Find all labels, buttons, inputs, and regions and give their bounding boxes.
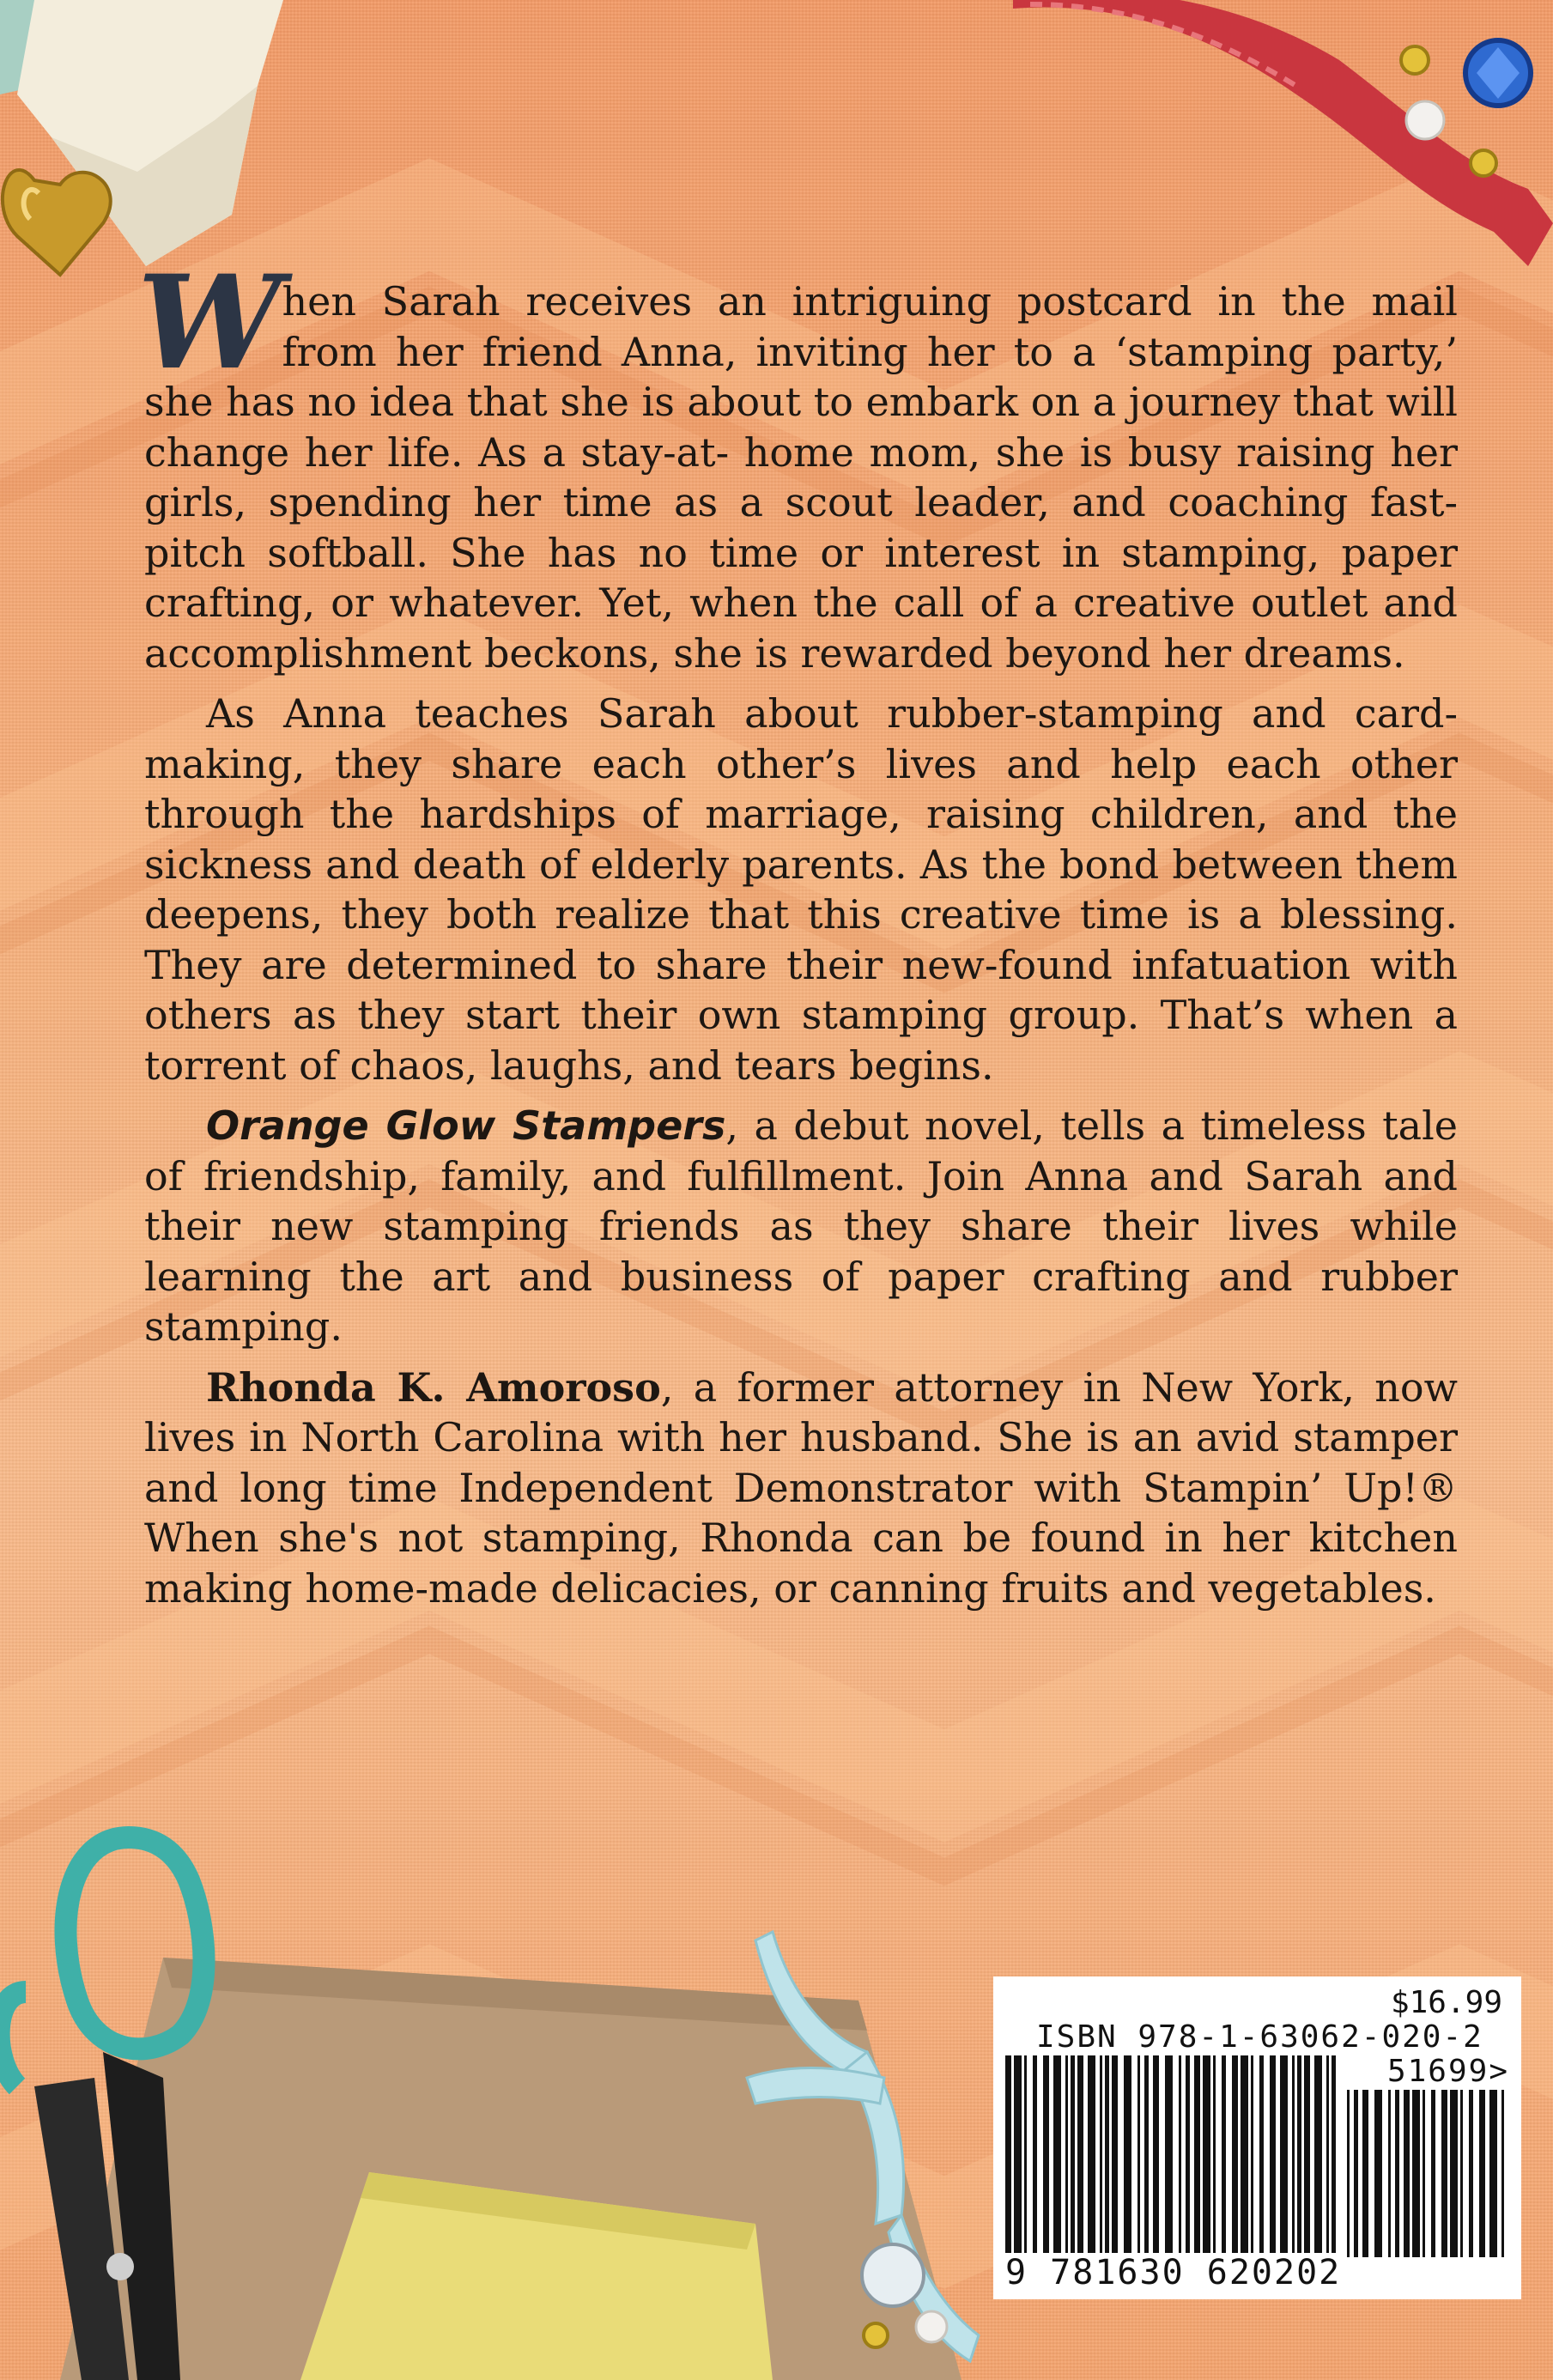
synopsis-paragraph-2 — [144, 689, 1458, 1090]
red-ribbon — [1013, 0, 1553, 275]
ean13-bars — [1004, 2055, 1338, 2257]
barcode-bar — [1043, 2055, 1049, 2257]
synopsis-paragraph-3 — [144, 1101, 1458, 1352]
barcode-bar — [1071, 2055, 1075, 2257]
paragraph-text: hen Sarah receives an intriguing postcard in the mail from her friend Anna, inviting her to a ‘stamping party,’ she has no idea that she is about to embark on a journey that will change her life. As a stay-at- home mom, she is busy raising her girls, spending her time as a scout leader, and coaching fast-pitch softball. She has no time or interest in stamping, paper crafting, or whatever. Yet, when the call of a creative outlet and accomplishment beckons, she is rewarded beyond her dreams. — [144, 278, 1458, 677]
barcode-bar — [1469, 2090, 1473, 2257]
barcode-bar — [1314, 2055, 1322, 2257]
gold-gem-icon — [864, 2323, 888, 2347]
barcode-bar — [1222, 2055, 1226, 2257]
barcode-bar — [1065, 2055, 1068, 2257]
barcode-bar — [1241, 2055, 1248, 2257]
barcode-bar — [1203, 2055, 1210, 2257]
barcode-bar — [1053, 2055, 1061, 2257]
gold-gem-icon — [1471, 150, 1496, 176]
pearl-icon — [916, 2311, 947, 2342]
barcode-bar — [1362, 2090, 1368, 2257]
addon-number: 51699> — [1386, 2054, 1509, 2089]
barcode-bar — [1374, 2090, 1382, 2257]
barcode-bar — [1388, 2090, 1391, 2257]
author-bio-paragraph — [144, 1363, 1458, 1614]
barcode-bar — [1332, 2055, 1336, 2257]
barcode-bar — [1153, 2055, 1159, 2257]
barcode-bar — [1292, 2055, 1295, 2257]
barcode-bar — [1124, 2055, 1131, 2257]
barcode-bar — [1112, 2055, 1118, 2257]
barcode-bar — [1501, 2090, 1504, 2257]
author-name: Rhonda K. Amoroso — [206, 1363, 661, 1411]
cream-paper-tag — [0, 0, 309, 283]
addon-bars — [1345, 2090, 1508, 2257]
barcode-bar — [1144, 2055, 1149, 2257]
barcode-bar — [1479, 2090, 1485, 2257]
barcode-bar — [1005, 2055, 1011, 2257]
isbn-barcode — [993, 1976, 1521, 2299]
barcode-bar — [1251, 2055, 1253, 2257]
barcode-bar — [1412, 2090, 1420, 2257]
synopsis-paragraph-1 — [137, 247, 1458, 678]
drop-cap: W — [137, 247, 279, 398]
paragraph-text: As Anna teaches Sarah about rubber-stamping and card-making, they share each other’s lives and help each other through the hardships of marriage, raising children, and the sickness and death of elderly parents. As the bond between them deepens, they both realize that this creative time is a blessing. They are determined to share their new-found infatuation with others as they start their own stamping group. That’s when a torrent of chaos, laughs, and tears begins. — [144, 690, 1458, 1089]
pearl-icon — [1406, 101, 1444, 139]
barcode-bar — [1088, 2055, 1095, 2257]
barcode-bar — [1431, 2090, 1435, 2257]
barcode-bar — [1304, 2055, 1310, 2257]
barcode-bar — [1194, 2055, 1200, 2257]
barcode-bar — [1259, 2055, 1264, 2257]
barcode-bar — [1326, 2055, 1329, 2257]
barcode-bar — [1441, 2090, 1447, 2257]
barcode-bar — [1450, 2090, 1458, 2257]
barcode-bar — [1100, 2055, 1102, 2257]
barcode-bar — [1297, 2055, 1301, 2257]
barcode-bar — [1354, 2090, 1358, 2257]
barcode-bar — [1165, 2055, 1173, 2257]
ean-digits: 9 781630 620202 — [1005, 2253, 1342, 2292]
isbn-label: ISBN 978-1-63062-020-2 — [1036, 2019, 1483, 2055]
back-cover-blurb — [137, 247, 1459, 1624]
barcode-bar — [1213, 2055, 1216, 2257]
price-label: $16.99 — [1390, 1985, 1502, 2020]
barcode-bar — [1280, 2055, 1288, 2257]
book-title: Orange Glow Stampers — [206, 1102, 726, 1149]
barcode-bar — [1460, 2090, 1463, 2257]
gold-gem-icon — [1401, 46, 1429, 74]
barcode-bar — [1077, 2055, 1083, 2257]
barcode-bar — [1105, 2055, 1109, 2257]
scissors-and-papers — [0, 1820, 996, 2380]
rhinestone-icon — [862, 2244, 924, 2306]
barcode-bar — [1404, 2090, 1410, 2257]
gold-heart-icon — [3, 170, 111, 275]
barcode-bar — [1186, 2055, 1190, 2257]
barcode-bar — [1395, 2090, 1399, 2257]
barcode-bar — [1014, 2055, 1022, 2257]
paragraph-text: , a debut novel, tells a timeless tale of friendship, family, and fulfillment. Join Anna and Sarah and their new stamping friends as they share their lives while learning the art and business of paper crafting and rubber stamping. — [144, 1102, 1459, 1350]
paragraph-text: , a former attorney in New York, now lives in North Carolina with her husband. She is an avid stamper and long time Independent Demonstrator with Stampin’ Up!® When she's not stamping, Rhonda can be found in her kitchen making home-made delicacies, or canning fruits and vegetables. — [144, 1363, 1458, 1612]
barcode-bar — [1270, 2055, 1276, 2257]
barcode-bar — [1347, 2090, 1350, 2257]
barcode-bar — [1179, 2055, 1181, 2257]
barcode-bar — [1024, 2055, 1027, 2257]
barcode-bar — [1137, 2055, 1140, 2257]
barcode-bar — [1489, 2090, 1497, 2257]
barcode-bar — [1033, 2055, 1037, 2257]
barcode-bar — [1423, 2090, 1425, 2257]
barcode-bar — [1232, 2055, 1238, 2257]
